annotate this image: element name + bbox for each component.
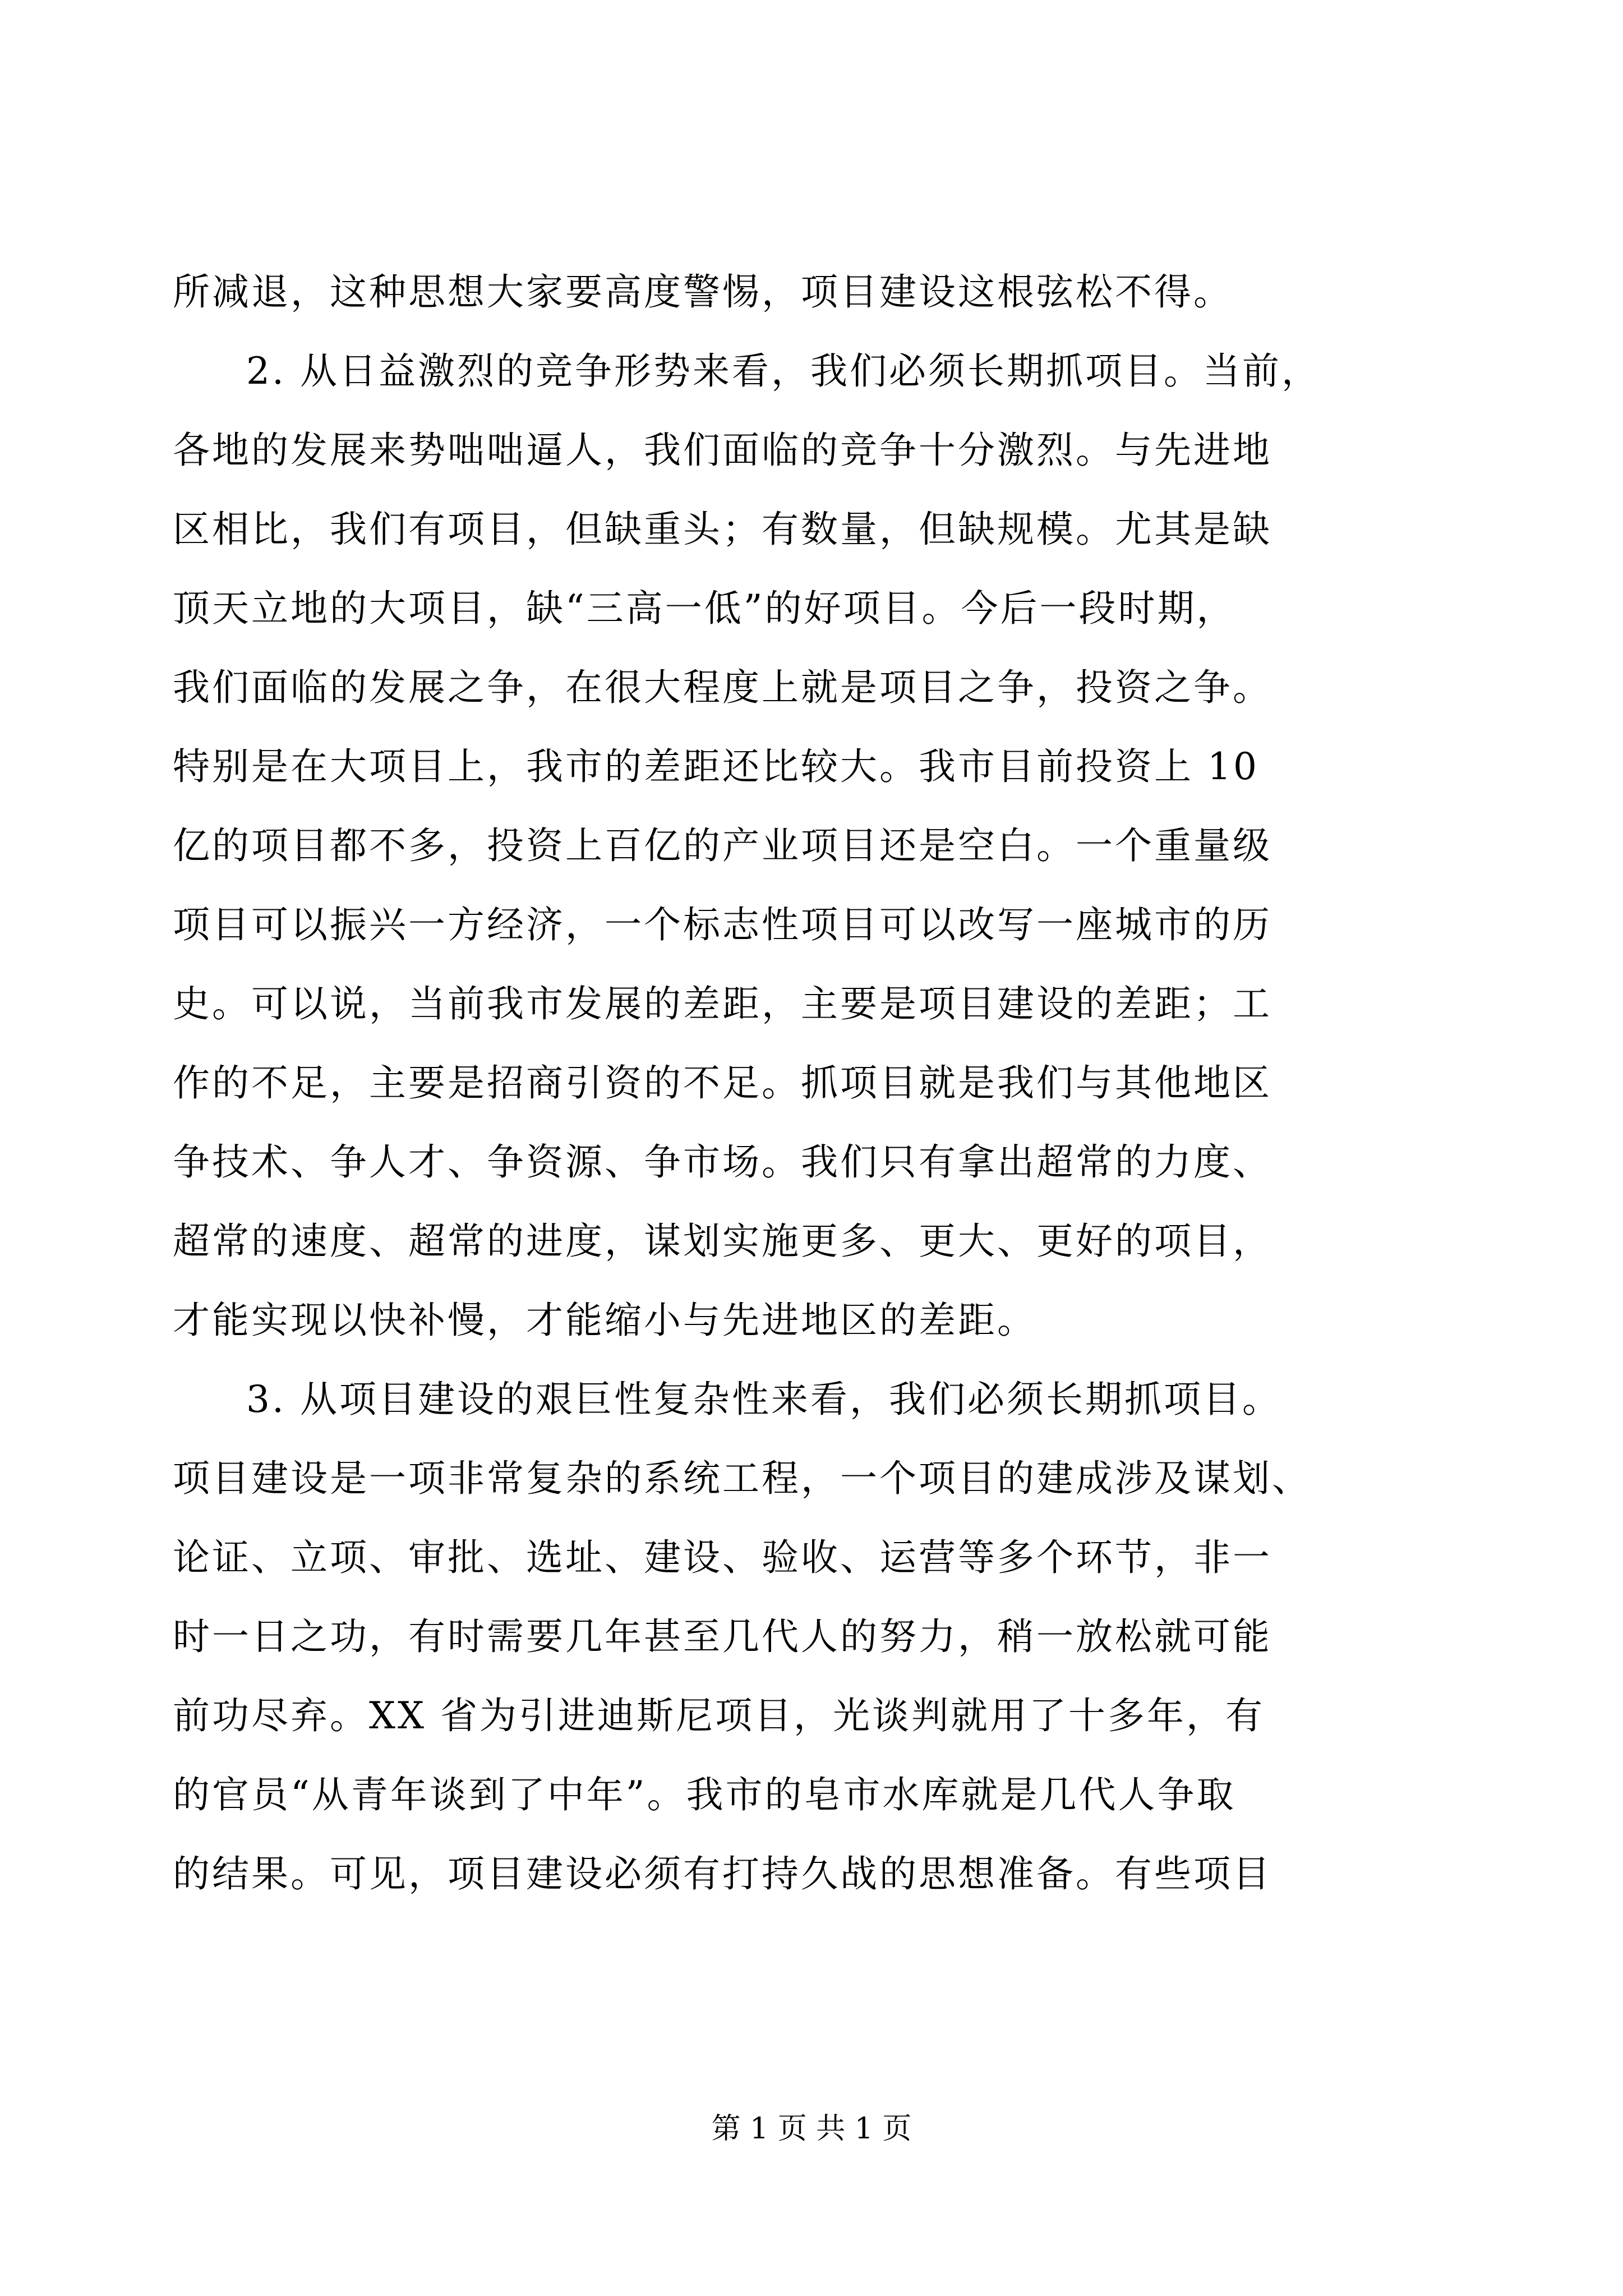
page-footer: 第 1 页 共 1 页 <box>711 2112 912 2146</box>
text-line: 前功尽弃。XX 省为引进迪斯尼项目，光谈判就用了十多年，有 <box>173 1694 1265 1737</box>
text-line: 的结果。可见，项目建设必须有打持久战的思想准备。有些项目 <box>173 1852 1272 1895</box>
text-line: 区相比，我们有项目，但缺重头；有数量，但缺规模。尤其是缺 <box>173 508 1272 551</box>
text-line: 项目可以振兴一方经济，一个标志性项目可以改写一座城市的历 <box>173 903 1272 946</box>
text-line: 争技术、争人才、争资源、争市场。我们只有拿出超常的力度、 <box>173 1140 1272 1184</box>
text-line: 2. 从日益激烈的竞争形势来看，我们必须长期抓项目。当前， <box>246 349 1321 393</box>
text-line: 才能实现以快补慢，才能缩小与先进地区的差距。 <box>173 1299 1036 1342</box>
text-line: 的官员“从青年谈到了中年”。我市的皂市水库就是几代人争取 <box>173 1773 1236 1816</box>
text-line: 超常的速度、超常的进度，谋划实施更多、更大、更好的项目， <box>173 1220 1272 1263</box>
text-line: 论证、立项、审批、选址、建设、验收、运营等多个环节，非一 <box>173 1536 1272 1579</box>
text-line: 3. 从项目建设的艰巨性复杂性来看，我们必须长期抓项目。 <box>246 1378 1281 1421</box>
text-line: 史。可以说，当前我市发展的差距，主要是项目建设的差距；工 <box>173 982 1272 1025</box>
text-line: 特别是在大项目上，我市的差距还比较大。我市目前投资上 10 <box>173 745 1259 788</box>
text-line: 作的不足，主要是招商引资的不足。抓项目就是我们与其他地区 <box>173 1061 1272 1105</box>
text-line: 项目建设是一项非常复杂的系统工程，一个项目的建成涉及谋划、 <box>173 1457 1311 1500</box>
text-line: 顶天立地的大项目，缺“三高一低”的好项目。今后一段时期， <box>173 587 1236 630</box>
text-line: 我们面临的发展之争，在很大程度上就是项目之争，投资之争。 <box>173 666 1272 709</box>
text-line: 亿的项目都不多，投资上百亿的产业项目还是空白。一个重量级 <box>173 824 1272 867</box>
text-line: 时一日之功，有时需要几年甚至几代人的努力，稍一放松就可能 <box>173 1615 1272 1658</box>
text-line: 各地的发展来势咄咄逼人，我们面临的竞争十分激烈。与先进地 <box>173 429 1272 472</box>
text-line: 所减退，这种思想大家要高度警惕，项目建设这根弦松不得。 <box>173 270 1233 314</box>
body-text <box>173 252 1451 1913</box>
